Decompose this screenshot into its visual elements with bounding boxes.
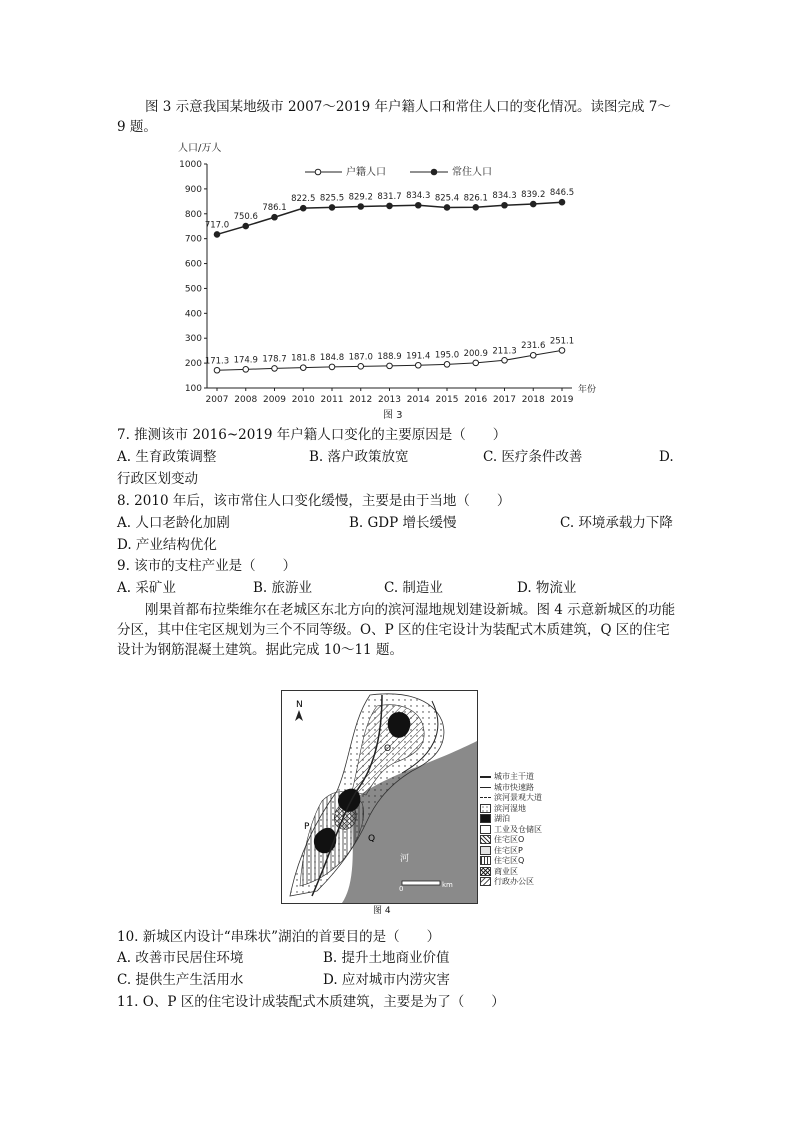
legend-text: 住宅区O [494, 835, 525, 844]
data-label-huji: 211.3 [492, 346, 517, 357]
x-tick-label: 2017 [493, 395, 516, 405]
x-tick-label: 2009 [263, 395, 286, 405]
point-huji [300, 365, 306, 371]
data-label-changzhu: 825.4 [434, 193, 460, 204]
legend-item-wetland [480, 804, 542, 815]
q9-option-b: B. 旅游业 [253, 580, 313, 596]
zone-label-q: Q [368, 834, 376, 844]
point-changzhu [502, 202, 508, 208]
q8-option-c: C. 环境承载力下降 [560, 515, 673, 531]
data-label-huji: 181.8 [291, 353, 316, 364]
q7-option-d-text: 行政区划变动 [117, 471, 198, 487]
industrial-icon [480, 825, 491, 834]
question-11-stem: 11. O、P 区的住宅设计成装配式木质建筑，主要是为了（ ） [117, 994, 505, 1010]
chart-caption: 图 3 [383, 410, 403, 421]
point-changzhu [272, 214, 278, 220]
question-8-stem: 8. 2010 年后，该市常住人口变化缓慢，主要是由于当地（ ） [117, 493, 511, 509]
x-tick-label: 2007 [205, 395, 229, 405]
express-road-icon [480, 787, 491, 788]
legend-item-boulevard [480, 793, 542, 804]
q10-option-a: A. 改善市民居住环境 [117, 950, 244, 966]
point-huji [243, 367, 249, 373]
question-7-stem: 7. 推测该市 2016~2019 年户籍人口变化的主要原因是（ ） [117, 427, 507, 443]
point-huji [530, 352, 536, 358]
data-label-changzhu: 834.3 [492, 191, 517, 202]
y-tick-label: 100 [184, 384, 202, 394]
point-huji [272, 366, 278, 372]
north-arrow-icon [295, 710, 303, 721]
point-changzhu [243, 223, 249, 229]
data-label-changzhu: 846.5 [549, 188, 575, 199]
q9-option-d: D. 物流业 [517, 580, 577, 596]
data-label-huji: 195.0 [434, 350, 460, 361]
admin-icon [480, 877, 491, 886]
x-tick-label: 2012 [349, 395, 373, 405]
data-label-changzhu: 831.7 [377, 191, 402, 202]
data-label-huji: 251.1 [549, 336, 575, 347]
q7-option-d: D. [659, 449, 674, 465]
legend-label-huji: 户籍人口 [346, 167, 386, 178]
zone-label-p: P [304, 822, 310, 832]
q10-option-b: B. 提升土地商业价值 [323, 950, 450, 966]
boulevard-icon [480, 797, 491, 798]
q9-option-a: A. 采矿业 [117, 580, 176, 596]
scale-bar [402, 881, 440, 885]
scale-zero: 0 [399, 885, 404, 893]
map-drawing [282, 691, 477, 903]
x-tick-label: 2018 [521, 395, 545, 405]
intro-paragraph-fig3: 图 3 示意我国某地级市 2007～2019 年户籍人口和常住人口的变化情况。读图完成 7～9 题。 [117, 99, 671, 135]
new-city-map [281, 690, 478, 904]
legend-text: 滨河景观大道 [494, 793, 542, 802]
legend-text: 城市主干道 [494, 772, 534, 781]
data-label-huji: 174.9 [233, 355, 258, 366]
point-huji [473, 360, 479, 366]
data-label-changzhu: 826.1 [463, 193, 488, 204]
point-changzhu [444, 205, 450, 211]
legend-text: 滨河湿地 [494, 803, 526, 813]
legend-item-residential-q [480, 856, 542, 867]
y-axis-label: 人口/万人 [178, 143, 222, 154]
river-label: 河 [400, 854, 410, 864]
legend-text: 住宅区Q [494, 856, 525, 865]
data-label-huji: 184.8 [319, 352, 345, 363]
q7-option-c: C. 医疗条件改善 [483, 449, 583, 465]
data-label-changzhu: 829.2 [348, 192, 373, 203]
y-tick-label: 800 [184, 209, 202, 220]
data-label-changzhu: 839.2 [521, 190, 546, 201]
legend-text: 城市快速路 [494, 782, 534, 792]
point-huji [415, 362, 421, 368]
x-tick-label: 2014 [406, 395, 430, 405]
point-changzhu [358, 204, 364, 210]
point-changzhu [415, 202, 421, 208]
legend-item-lake [480, 814, 542, 825]
y-tick-label: 900 [184, 184, 202, 195]
data-label-huji: 178.7 [262, 354, 287, 365]
point-huji [502, 357, 508, 363]
data-label-changzhu: 822.5 [291, 194, 316, 205]
lake-icon [480, 814, 491, 823]
legend-item-industrial [480, 825, 542, 836]
scale-unit: km [442, 881, 453, 889]
data-label-changzhu: 786.1 [262, 203, 287, 214]
question-9-stem: 9. 该市的支柱产业是（ ） [117, 558, 297, 574]
point-changzhu [473, 204, 479, 210]
zone-label-o: O [384, 744, 392, 754]
data-label-huji: 188.9 [377, 351, 402, 362]
y-tick-label: 700 [184, 234, 202, 245]
x-tick-label: 2016 [464, 395, 488, 405]
legend-marker-huji [315, 169, 321, 175]
data-label-huji: 191.4 [406, 351, 431, 362]
q8-option-d: D. 产业结构优化 [117, 537, 217, 553]
point-huji [444, 362, 450, 368]
x-axis-label: 年份 [578, 385, 597, 395]
point-changzhu [300, 205, 306, 211]
point-huji [358, 364, 364, 370]
q7-option-a: A. 生育政策调整 [117, 449, 217, 465]
legend-item-residential-o [480, 835, 542, 846]
point-changzhu [329, 205, 335, 211]
data-label-changzhu: 750.6 [233, 212, 258, 223]
population-chart [170, 140, 600, 425]
point-changzhu [530, 201, 536, 207]
q7-option-b: B. 落户政策放宽 [309, 449, 409, 465]
y-tick-label: 600 [184, 259, 202, 270]
x-tick-label: 2008 [234, 395, 258, 405]
question-10-stem: 10. 新城区内设计“串珠状”湖泊的首要目的是（ ） [117, 929, 441, 945]
legend-label-changzhu: 常住人口 [452, 167, 492, 178]
residential-q-icon [480, 856, 491, 865]
legend-item-commercial [480, 867, 542, 878]
y-tick-label: 200 [184, 359, 202, 370]
q9-option-c: C. 制造业 [384, 580, 443, 596]
point-huji [559, 348, 565, 354]
q8-option-a: A. 人口老龄化加剧 [117, 515, 230, 531]
data-label-changzhu: 717.0 [204, 220, 230, 231]
legend-item-express-road [480, 783, 542, 794]
data-label-huji: 231.6 [521, 341, 546, 352]
legend-marker-changzhu [431, 169, 437, 175]
legend-text: 工业及仓储区 [494, 824, 542, 834]
x-tick-label: 2013 [378, 395, 401, 405]
data-label-huji: 200.9 [463, 348, 488, 359]
point-changzhu [387, 203, 393, 209]
y-tick-label: 300 [184, 334, 202, 345]
x-tick-label: 2011 [320, 395, 344, 405]
main-road-icon [480, 776, 491, 778]
north-label: N [296, 700, 303, 710]
data-label-changzhu: 834.3 [406, 191, 431, 202]
legend-text: 商业区 [494, 866, 518, 876]
legend-item-residential-p [480, 846, 542, 857]
data-label-huji: 187.0 [348, 352, 373, 363]
y-tick-label: 400 [184, 309, 202, 320]
commercial-icon [480, 867, 491, 876]
q10-option-d: D. 应对城市内涝灾害 [323, 972, 450, 988]
point-changzhu [214, 232, 220, 238]
point-huji [214, 367, 220, 373]
residential-o-icon [480, 835, 491, 844]
point-huji [387, 363, 393, 369]
q10-option-c: C. 提供生产生活用水 [117, 972, 244, 988]
residential-p-icon [480, 846, 491, 855]
map-legend [480, 772, 542, 888]
q8-option-b: B. GDP 增长缓慢 [349, 515, 457, 531]
data-label-huji: 171.3 [204, 356, 230, 367]
wetland-icon [480, 804, 491, 813]
x-tick-label: 2019 [550, 395, 574, 405]
point-huji [329, 364, 335, 370]
point-changzhu [559, 199, 565, 205]
intro-paragraph-fig4: 刚果首都布拉柴维尔在老城区东北方向的滨河湿地规划建设新城。图 4 示意新城区的功能分区，其中住宅区规划为三个不同等级。O、P 区的住宅设计为装配式木质建筑，Q 区的住宅设计为钢筋混凝土建筑。据此完成 10～11 题。 [117, 602, 676, 658]
y-tick-label: 1000 [179, 160, 202, 170]
legend-text: 湖泊 [494, 814, 510, 823]
legend-item-main-road [480, 772, 542, 783]
legend-text: 住宅区P [494, 845, 523, 855]
data-label-changzhu: 825.5 [319, 193, 345, 204]
y-tick-label: 500 [184, 284, 202, 295]
legend-item-admin [480, 877, 542, 888]
legend-text: 行政办公区 [494, 877, 534, 886]
x-tick-label: 2015 [435, 395, 459, 405]
figure-4-caption: 图 4 [373, 906, 391, 916]
x-tick-label: 2010 [291, 395, 315, 405]
